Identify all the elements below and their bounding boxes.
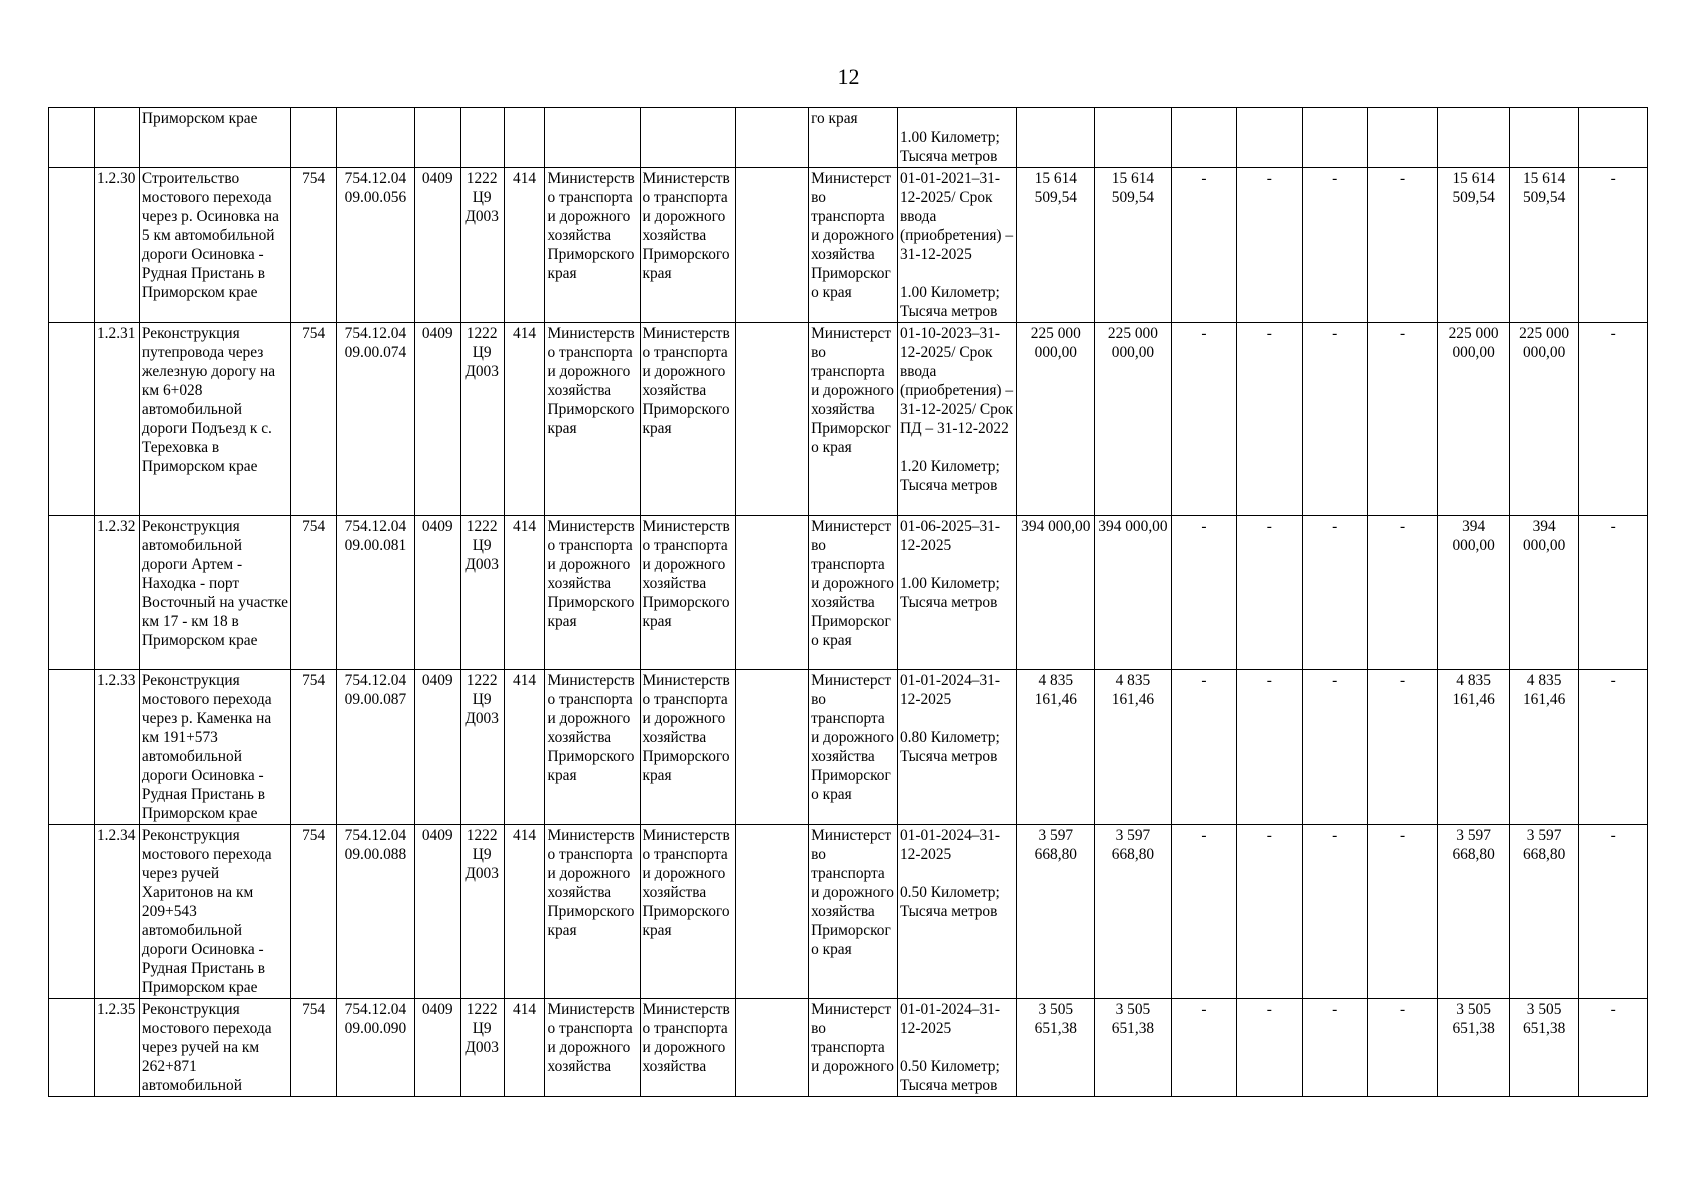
year-value: - <box>1171 516 1236 670</box>
object-code: 754.12.04 09.00.056 <box>337 168 415 323</box>
item-number: 1.2.32 <box>94 516 139 670</box>
section-code: 0409 <box>414 670 460 825</box>
blank-cell <box>49 108 95 168</box>
year-value: - <box>1302 825 1367 999</box>
target-article: 1222Ц9 Д003 <box>460 670 504 825</box>
item-number: 1.2.35 <box>94 999 139 1097</box>
developer: Министерство транспорта и дорожного хозяйства Приморского края <box>640 168 735 323</box>
year-value: - <box>1367 516 1437 670</box>
customer: Министерство транспорта и дорожного хозяйства Приморского края <box>545 168 640 323</box>
customer: Министерство транспорта и дорожного хозяйства Приморского края <box>545 516 640 670</box>
owner: Министерство транспорта и дорожного хозяйства Приморского края <box>809 323 898 516</box>
year-value <box>1302 108 1367 168</box>
year-value: - <box>1237 670 1302 825</box>
year-value: - <box>1237 323 1302 516</box>
year-value: 3 597 668,80 <box>1438 825 1510 999</box>
term-and-capacity: 1.00 Километр; Тысяча метров <box>897 108 1017 168</box>
object-name: Приморском крае <box>139 108 290 168</box>
total-volume: 225 000 000,00 <box>1095 323 1172 516</box>
year-value: 15 614 509,54 <box>1509 168 1578 323</box>
year-value: 4 835 161,46 <box>1438 670 1510 825</box>
year-value: - <box>1171 168 1236 323</box>
customer: Министерство транспорта и дорожного хозяйства <box>545 999 640 1097</box>
item-number: 1.2.31 <box>94 323 139 516</box>
target-article: 1222Ц9 Д003 <box>460 323 504 516</box>
year-value: - <box>1171 670 1236 825</box>
owner: Министерство транспорта и дорожного хозяйства Приморского края <box>809 670 898 825</box>
year-value: - <box>1237 825 1302 999</box>
empty-cell <box>735 670 809 825</box>
year-value: - <box>1302 323 1367 516</box>
empty-cell <box>735 999 809 1097</box>
object-code: 754.12.04 09.00.090 <box>337 999 415 1097</box>
year-value <box>1171 108 1236 168</box>
total-volume: 3 597 668,80 <box>1095 825 1172 999</box>
table-row <box>49 516 1648 670</box>
year-value: - <box>1367 670 1437 825</box>
target-article: 1222Ц9 Д003 <box>460 168 504 323</box>
developer: Министерство транспорта и дорожного хозяйства <box>640 999 735 1097</box>
year-value: - <box>1367 825 1437 999</box>
grbs-code <box>291 108 337 168</box>
object-code: 754.12.04 09.00.081 <box>337 516 415 670</box>
item-number: 1.2.33 <box>94 670 139 825</box>
empty-cell <box>735 516 809 670</box>
year-value <box>1367 108 1437 168</box>
blank-cell <box>49 825 95 999</box>
year-value: - <box>1302 670 1367 825</box>
year-value: - <box>1579 323 1648 516</box>
total-volume: 4 835 161,46 <box>1095 670 1172 825</box>
grbs-code: 754 <box>291 825 337 999</box>
target-article: 1222Ц9 Д003 <box>460 999 504 1097</box>
year-value: 394 000,00 <box>1438 516 1510 670</box>
grbs-code: 754 <box>291 168 337 323</box>
budget-table <box>48 107 1648 1097</box>
object-name: Реконструкция мостового перехода через ручей на км 262+871 автомобильной <box>139 999 290 1097</box>
blank-cell <box>49 999 95 1097</box>
total-volume <box>1095 108 1172 168</box>
year-value <box>1579 108 1648 168</box>
term-and-capacity: 01-10-2023–31-12-2025/ Срок ввода (приобретения) – 31-12-2025/ Срок ПД – 31-12-2022 1.20 Километр; Тысяча метров <box>897 323 1017 516</box>
blank-cell <box>49 516 95 670</box>
object-name: Реконструкция автомобильной дороги Артем - Находка - порт Восточный на участке км 17 - км 18 в Приморском крае <box>139 516 290 670</box>
customer <box>545 108 640 168</box>
grbs-code: 754 <box>291 670 337 825</box>
year-value <box>1438 108 1510 168</box>
year-value: 3 505 651,38 <box>1509 999 1578 1097</box>
target-article <box>460 108 504 168</box>
grbs-code: 754 <box>291 999 337 1097</box>
developer: Министерство транспорта и дорожного хозяйства Приморского края <box>640 670 735 825</box>
developer: Министерство транспорта и дорожного хозяйства Приморского края <box>640 516 735 670</box>
blank-cell <box>49 323 95 516</box>
expense-type: 414 <box>504 323 545 516</box>
estimated-cost <box>1017 108 1095 168</box>
object-name: Строительство мостового перехода через р. Осиновка на 5 км автомобильной дороги Осиновка - Рудная Пристань в Приморском крае <box>139 168 290 323</box>
term-and-capacity: 01-06-2025–31-12-2025 1.00 Километр; Тысяча метров <box>897 516 1017 670</box>
estimated-cost: 15 614 509,54 <box>1017 168 1095 323</box>
total-volume: 15 614 509,54 <box>1095 168 1172 323</box>
expense-type: 414 <box>504 670 545 825</box>
owner: Министерство транспорта и дорожного хозяйства Приморского края <box>809 825 898 999</box>
term-and-capacity: 01-01-2024–31-12-2025 0.50 Километр; Тысяча метров <box>897 999 1017 1097</box>
object-name: Реконструкция путепровода через железную дорогу на км 6+028 автомобильной дороги Подъезд к с. Тереховка в Приморском крае <box>139 323 290 516</box>
table-row <box>49 999 1648 1097</box>
estimated-cost: 3 505 651,38 <box>1017 999 1095 1097</box>
developer <box>640 108 735 168</box>
estimated-cost: 394 000,00 <box>1017 516 1095 670</box>
year-value: 225 000 000,00 <box>1509 323 1578 516</box>
empty-cell <box>735 108 809 168</box>
owner: Министерство транспорта и дорожного <box>809 999 898 1097</box>
term-and-capacity: 01-01-2024–31-12-2025 0.50 Километр; Тысяча метров <box>897 825 1017 999</box>
section-code: 0409 <box>414 516 460 670</box>
year-value: - <box>1579 999 1648 1097</box>
year-value: - <box>1302 999 1367 1097</box>
table-row <box>49 323 1648 516</box>
owner: го края <box>809 108 898 168</box>
empty-cell <box>735 825 809 999</box>
year-value: 225 000 000,00 <box>1438 323 1510 516</box>
expense-type: 414 <box>504 825 545 999</box>
year-value: 3 597 668,80 <box>1509 825 1578 999</box>
expense-type: 414 <box>504 516 545 670</box>
blank-cell <box>49 670 95 825</box>
object-name: Реконструкция мостового перехода через ручей Харитонов на км 209+543 автомобильной дороги Осиновка - Рудная Пристань в Приморском крае <box>139 825 290 999</box>
customer: Министерство транспорта и дорожного хозяйства Приморского края <box>545 670 640 825</box>
owner: Министерство транспорта и дорожного хозяйства Приморского края <box>809 168 898 323</box>
year-value: - <box>1367 999 1437 1097</box>
year-value: - <box>1171 825 1236 999</box>
expense-type <box>504 108 545 168</box>
term-and-capacity: 01-01-2024–31-12-2025 0.80 Километр; Тысяча метров <box>897 670 1017 825</box>
year-value: - <box>1302 168 1367 323</box>
object-code <box>337 108 415 168</box>
item-number: 1.2.34 <box>94 825 139 999</box>
year-value <box>1237 108 1302 168</box>
object-code: 754.12.04 09.00.087 <box>337 670 415 825</box>
year-value: - <box>1237 168 1302 323</box>
year-value: - <box>1171 999 1236 1097</box>
object-name: Реконструкция мостового перехода через р. Каменка на км 191+573 автомобильной дороги Осиновка - Рудная Пристань в Приморском крае <box>139 670 290 825</box>
item-number: 1.2.30 <box>94 168 139 323</box>
term-and-capacity: 01-01-2021–31-12-2025/ Срок ввода (приобретения) – 31-12-2025 1.00 Километр; Тысяча метров <box>897 168 1017 323</box>
grbs-code: 754 <box>291 516 337 670</box>
section-code <box>414 108 460 168</box>
table-row <box>49 108 1648 168</box>
customer: Министерство транспорта и дорожного хозяйства Приморского края <box>545 825 640 999</box>
table-row <box>49 670 1648 825</box>
customer: Министерство транспорта и дорожного хозяйства Приморского края <box>545 323 640 516</box>
object-code: 754.12.04 09.00.088 <box>337 825 415 999</box>
blank-cell <box>49 168 95 323</box>
section-code: 0409 <box>414 999 460 1097</box>
year-value: - <box>1237 999 1302 1097</box>
developer: Министерство транспорта и дорожного хозяйства Приморского края <box>640 825 735 999</box>
year-value: - <box>1579 825 1648 999</box>
grbs-code: 754 <box>291 323 337 516</box>
target-article: 1222Ц9 Д003 <box>460 516 504 670</box>
year-value: - <box>1579 168 1648 323</box>
year-value: - <box>1237 516 1302 670</box>
developer: Министерство транспорта и дорожного хозяйства Приморского края <box>640 323 735 516</box>
estimated-cost: 3 597 668,80 <box>1017 825 1095 999</box>
year-value: - <box>1579 516 1648 670</box>
empty-cell <box>735 323 809 516</box>
year-value: 394 000,00 <box>1509 516 1578 670</box>
empty-cell <box>735 168 809 323</box>
year-value: - <box>1302 516 1367 670</box>
year-value: - <box>1367 323 1437 516</box>
page-number: 12 <box>837 64 860 89</box>
expense-type: 414 <box>504 168 545 323</box>
estimated-cost: 4 835 161,46 <box>1017 670 1095 825</box>
total-volume: 394 000,00 <box>1095 516 1172 670</box>
item-number <box>94 108 139 168</box>
total-volume: 3 505 651,38 <box>1095 999 1172 1097</box>
estimated-cost: 225 000 000,00 <box>1017 323 1095 516</box>
section-code: 0409 <box>414 168 460 323</box>
table-row <box>49 825 1648 999</box>
section-code: 0409 <box>414 825 460 999</box>
section-code: 0409 <box>414 323 460 516</box>
year-value: - <box>1367 168 1437 323</box>
year-value: 3 505 651,38 <box>1438 999 1510 1097</box>
owner: Министерство транспорта и дорожного хозяйства Приморского края <box>809 516 898 670</box>
year-value <box>1509 108 1578 168</box>
year-value: 15 614 509,54 <box>1438 168 1510 323</box>
target-article: 1222Ц9 Д003 <box>460 825 504 999</box>
year-value: 4 835 161,46 <box>1509 670 1578 825</box>
expense-type: 414 <box>504 999 545 1097</box>
year-value: - <box>1171 323 1236 516</box>
object-code: 754.12.04 09.00.074 <box>337 323 415 516</box>
table-row <box>49 168 1648 323</box>
year-value: - <box>1579 670 1648 825</box>
